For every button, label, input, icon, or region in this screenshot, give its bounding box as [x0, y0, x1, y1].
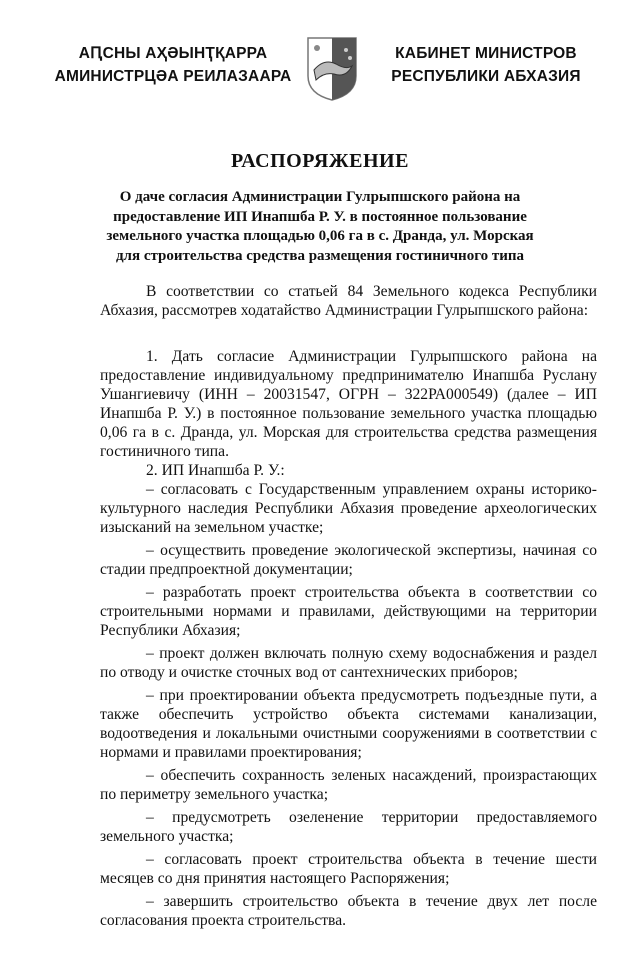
list-item: – проект должен включать полную схему водоснабжения и раздел по отводу и очистке сточных вод от сантехнических приборов;: [100, 645, 597, 681]
header-left-line1: АԤСНЫ АҲӘЫНҬҚАРРА: [78, 45, 268, 62]
point-2: 2. ИП Инапшба Р. У.:: [146, 462, 285, 479]
list-item: – разработать проект строительства объекта в соответствии со строительными нормами и правилами, действующими на территории Республики Абхазия;: [100, 584, 597, 639]
document-title: РАСПОРЯЖЕНИЕ: [231, 150, 409, 172]
document-body: [100, 282, 597, 930]
list-item: – обеспечить сохранность зеленых насаждений, произрастающих по периметру земельного участка;: [100, 767, 597, 803]
list-item: – согласовать с Государственным управлением охраны историко-культурного наследия Республики Абхазия проведение археологических изысканий на земельном участке;: [100, 481, 597, 536]
list-item: – при проектировании объекта предусмотреть подъездные пути, а также обеспечить устройство объекта системами канализации, водоотведения и локальными очистными сооружениями в соответствии с нормами и правилами проектирования;: [100, 687, 597, 761]
point-1: 1. Дать согласие Администрации Гулрыпшского района на предоставление индивидуальному предпринимателю Инапшба Руслану Ушангиевичу (ИНН – 20031547, ОГРН – 322РА000549) (далее – ИП Инапшба Р. У.) в постоянное пользование земельного участка площадью 0,06 га в с. Дранда, ул. Морская для строительства средства размещения гостиничного типа.: [100, 348, 597, 460]
list-item: – завершить строительство объекта в течение двух лет после согласования проекта строительства.: [100, 893, 597, 929]
preamble: В соответствии со статьей 84 Земельного кодекса Республики Абхазия, рассмотрев ходатайство Администрации Гулрыпшского района:: [100, 283, 597, 319]
document-subject: О даче согласия Администрации Гулрыпшского района на предоставление ИП Инапшба Р. У. в постоянное пользование земельного участка площадью 0,06 га в с. Дранда, ул. Морская для строительства средства размещения гостиничного типа: [106, 189, 534, 264]
header-right-line2: РЕСПУБЛИКИ АБХАЗИЯ: [391, 68, 581, 85]
list-item: – согласовать проект строительства объекта в течение шести месяцев со дня принятия настоящего Распоряжения;: [100, 851, 597, 887]
header-right-line1: КАБИНЕТ МИНИСТРОВ: [395, 45, 577, 62]
list-item: – предусмотреть озеленение территории предоставляемого земельного участка;: [100, 809, 597, 845]
header-left-line2: АМИНИСТРЦӘА РЕИЛАЗААРА: [54, 68, 292, 85]
list-item: – осуществить проведение экологической экспертизы, начиная со стадии предпроектной документации;: [100, 542, 597, 578]
